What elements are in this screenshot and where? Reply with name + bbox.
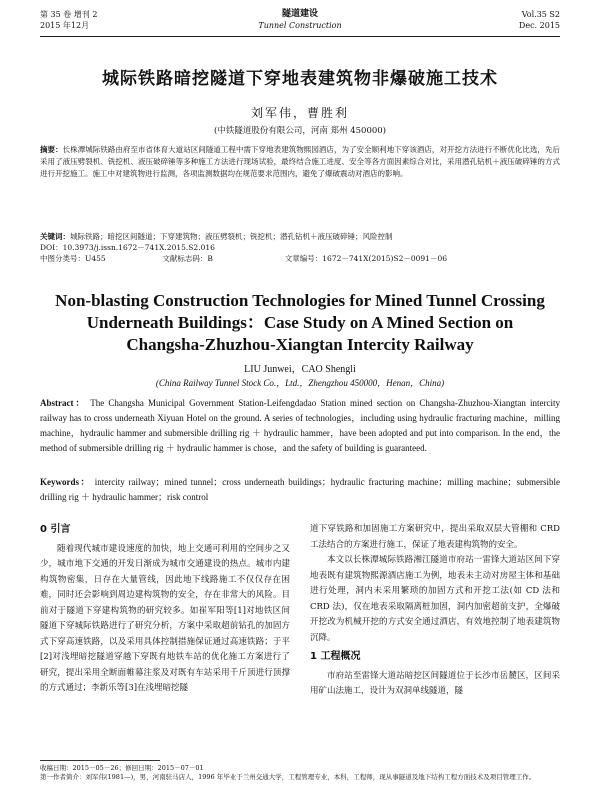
header-date-en: Dec. 2015 (518, 21, 560, 30)
authors-cn: 刘军伟，曹胜利 (250, 106, 349, 120)
abstract-en (40, 396, 560, 456)
keywords-cn-label: 关键词： (40, 232, 70, 241)
abstract-cn-text: 长株潭城际铁路由府至市省体育大道站区间隧道工程中需下穿地表建筑物熙园酒店，为了安全顺利地下穿该酒店，对开挖方法进行不断优化比选，先后采用了液压劈裂机、铣挖机、液压破碎锤等多种施工方法进行现场试验，最终结合施工进度、安全等各方面因素综合对比，采用潜孔钻机＋液压破碎锤的方式进行开挖施工。施工中对建筑物进行监测，各项监测数据均在规范要求范围内，避免了爆破震动对酒店的影响。 (40, 145, 561, 178)
footnote (40, 764, 560, 782)
right-paragraph-2: 本文以长株潭城际铁路湘江隧道市府站一雷锋大道站区间下穿地表既有建筑物熙源酒店施工为例，地表未主动对房屋主体和基础进行处理，洞内未采用繁琐的加固方式和开挖工法(如 CD 法和 CRD 法)，仅在地表采取隔离桩加固，洞内加密超前支护，全爆破开挖改为机械开挖的方式安全通过酒店，有效地控制了地表建筑物沉降。 (310, 555, 560, 643)
paper-title-cn: 城际铁路暗挖隧道下穿地表建筑物非爆破施工技术 (102, 69, 498, 89)
classification-row (40, 253, 560, 264)
title-en-line1: Non-blasting Construction Technologies for Mined Tunnel Crossing (55, 291, 545, 310)
keywords-cn-text: 城际铁路；暗挖区间隧道；下穿建筑物；液压劈裂机；铣挖机；潜孔钻机＋液压破碎锤；风险控制 (70, 232, 393, 241)
right-paragraph-3: 市府站至雷锋大道站暗挖区间隧道位于长沙市岳麓区，区间采用矿山法施工，设计为双洞单线隧道，隧 (310, 670, 560, 696)
journal-name-cn: 隧道建设 (281, 9, 318, 19)
keywords-cn (40, 231, 560, 242)
affiliation-en: (China Railway Tunnel Stock Co.，Ltd.，Zhengzhou 450000，Henan，China) (155, 378, 445, 388)
footnote-rule (40, 760, 160, 761)
right-paragraph-1: 道下穿铁路和加固施工方案研究中，提出采取双层大管棚和 CRD 工法结合的方案进行施工，保证了地表建构筑物的安全。 (310, 524, 560, 550)
article-meta (40, 231, 560, 264)
intro-paragraph: 随着现代城市建设速度的加快，地上交通可利用的空间步之又少，城市地下交通的开发日渐成为城市交通建设的热点。城市内建构筑物密集，日存在大量管线，因此地下线路施工不仅仅存在困难，同时还会影响到周边建构筑物的安全，存在非常大的风险。目前对于隧道下穿建构筑物的研究较多。如崔军阳等[1]对地铁区间隧道下穿城际铁路进行了研究分析，方案中采取超前钻孔的加固方式下穿高速铁路，以及采用具体控制措施保证通过高速铁路；于平[2]对浅埋暗挖隧道穿越下穿既有地铁车站的优化施工方案进行了研究，提出采用全断面帷幕注浆及对既有车站采用千斤顶进行顶撑的方式通过；李新乐等[3]在浅埋暗挖隧 (40, 543, 290, 693)
title-en-line2: Underneath Buildings：Case Study on A Mined Section on (86, 313, 514, 332)
header-date: 2015 年12月 (40, 21, 90, 30)
footnote-author: 第一作者简介：刘军伟(1981—)，男，河南驻马店人，1996 年毕业于兰州交通大学，工程管理专业，本科，工程师，现从事隧道及地下结构工程方面技术及项目管理工作。 (40, 773, 536, 781)
journal-name-en: Tunnel Construction (258, 21, 342, 30)
section-heading-overview: 1 工程概况 (310, 651, 361, 662)
body-column-right (310, 522, 560, 700)
keywords-en-label: Keywords： (40, 477, 92, 487)
header-vol-en: Vol.35 S2 (521, 10, 560, 19)
document-code: 文献标志码：B (162, 254, 213, 263)
running-header (40, 9, 560, 37)
header-volume-issue: 第 35 卷 增刊 2 (40, 10, 98, 19)
header-rule (40, 36, 560, 37)
keywords-en (40, 475, 560, 505)
abstract-en-text: The Changsha Municipal Government Station-Leifengdadao Station mined section on Changsha-Zhuzhou-Xiangtan intercity railway has to cross underneath Xiyuan Hotel on the ground. A series of technologies，including using hydraulic fracturing machine，milling machine，hydraulic hammer and submersible drilling rig ＋ hydraulic hammer，have been adopted and put into comparison. In the end，the method of submersible drilling rig ＋ hydraulic hammer is chose，and the safety of building is guaranteed. (40, 398, 560, 453)
title-en-line3: Changsha-Zhuzhou-Xiangtan Intercity Railway (126, 335, 474, 354)
footnote-dates: 收稿日期：2015－05－26；修回日期：2015－07－01 (40, 764, 204, 772)
abstract-cn-label: 摘要： (40, 145, 63, 154)
body-column-left (40, 522, 290, 697)
header-volume-en (519, 9, 560, 31)
article-number: 文章编号：1672－741X(2015)S2－0091－06 (284, 254, 448, 263)
abstract-cn (40, 144, 560, 180)
doi: DOI：10.3973/j.issn.1672－741X.2015.S2.016 (40, 243, 215, 252)
clc-number: 中图分类号：U455 (40, 254, 106, 263)
keywords-en-text: intercity railway；mined tunnel；cross underneath buildings；hydraulic fracturing machine；milling machine；submersible drilling rig ＋ hydraulic hammer；risk control (40, 477, 561, 502)
header-journal (40, 9, 560, 31)
authors-en: LIU Junwei，CAO Shengli (244, 364, 356, 375)
section-heading-intro: 0 引言 (40, 524, 71, 535)
abstract-en-label: Abstract： (40, 398, 87, 408)
paper-title-en (40, 290, 560, 356)
affiliation-cn: (中铁隧道股份有限公司，河南 郑州 450000) (214, 126, 386, 136)
